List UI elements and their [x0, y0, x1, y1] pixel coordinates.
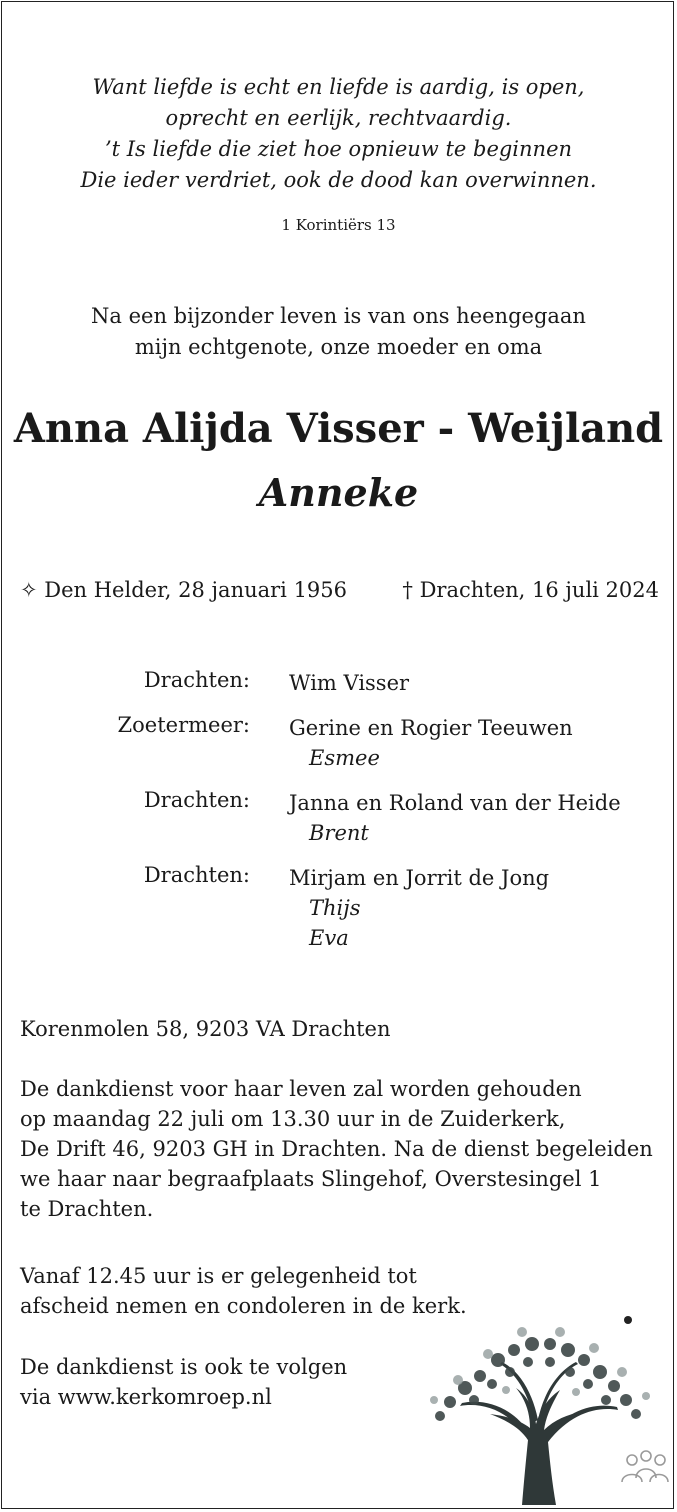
service-line: op maandag 22 juli om 13.30 uur in de Zuiderkerk, [20, 1107, 566, 1131]
family-place: Drachten: [143, 668, 250, 692]
poem-line: Want liefde is echt en liefde is aardig, is open, [92, 75, 585, 99]
visitation-info [20, 1261, 467, 1321]
family-names-block [289, 668, 677, 698]
tree-icon [410, 1310, 670, 1505]
family-place: Zoetermeer: [117, 713, 250, 737]
family-list [0, 668, 677, 958]
family-names-block [289, 713, 677, 773]
grandchild-name: Thijs [309, 896, 361, 920]
family-names: Janna en Roland van der Heide [289, 791, 621, 815]
grandchild-name: Brent [309, 821, 369, 845]
family-place: Drachten: [143, 863, 250, 887]
family-row [0, 668, 677, 713]
poem-line: ’t Is liefde die ziet hoe opnieuw te beginnen [104, 137, 573, 161]
family-place: Drachten: [143, 788, 250, 812]
poem-line: Die ieder verdriet, ook de dood kan overwinnen. [80, 168, 597, 192]
family-names-block [289, 863, 677, 953]
intro-text [0, 301, 677, 363]
service-info [20, 1074, 653, 1224]
poem-line: oprecht en eerlijk, rechtvaardig. [165, 106, 512, 130]
stream-line: De dankdienst is ook te volgen [20, 1355, 348, 1379]
family-row [0, 713, 677, 788]
deceased-name: Anna Alijda Visser - Weijland [13, 405, 664, 452]
service-line: De Drift 46, 9203 GH in Drachten. Na de dienst begeleiden [20, 1137, 653, 1161]
service-line: te Drachten. [20, 1197, 154, 1221]
people-logo-icon [622, 1451, 668, 1482]
grandchild-name: Esmee [309, 746, 380, 770]
stream-line: via www.kerkomroep.nl [20, 1385, 272, 1409]
deceased-nickname: Anneke [258, 470, 419, 515]
stream-info [20, 1352, 347, 1412]
service-line: De dankdienst voor haar leven zal worden gehouden [20, 1077, 582, 1101]
birth-date: ✧ Den Helder, 28 januari 1956 [20, 578, 348, 602]
family-row [0, 788, 677, 863]
family-names: Mirjam en Jorrit de Jong [289, 866, 550, 890]
visitation-line: Vanaf 12.45 uur is er gelegenheid tot [20, 1264, 417, 1288]
grandchild-name: Eva [309, 926, 349, 950]
bible-reference: 1 Korintiërs 13 [281, 216, 396, 234]
family-names-block [289, 788, 677, 848]
family-names: Wim Visser [289, 671, 410, 695]
poem [0, 72, 677, 196]
death-date: † Drachten, 16 juli 2024 [402, 578, 659, 602]
home-address: Korenmolen 58, 9203 VA Drachten [20, 1017, 391, 1041]
intro-line: mijn echtgenote, onze moeder en oma [134, 335, 543, 359]
service-line: we haar naar begraafplaats Slingehof, Overstesingel 1 [20, 1167, 602, 1191]
intro-line: Na een bijzonder leven is van ons heengegaan [91, 304, 586, 328]
family-row [0, 863, 677, 958]
family-names: Gerine en Rogier Teeuwen [289, 716, 573, 740]
visitation-line: afscheid nemen en condoleren in de kerk. [20, 1294, 467, 1318]
